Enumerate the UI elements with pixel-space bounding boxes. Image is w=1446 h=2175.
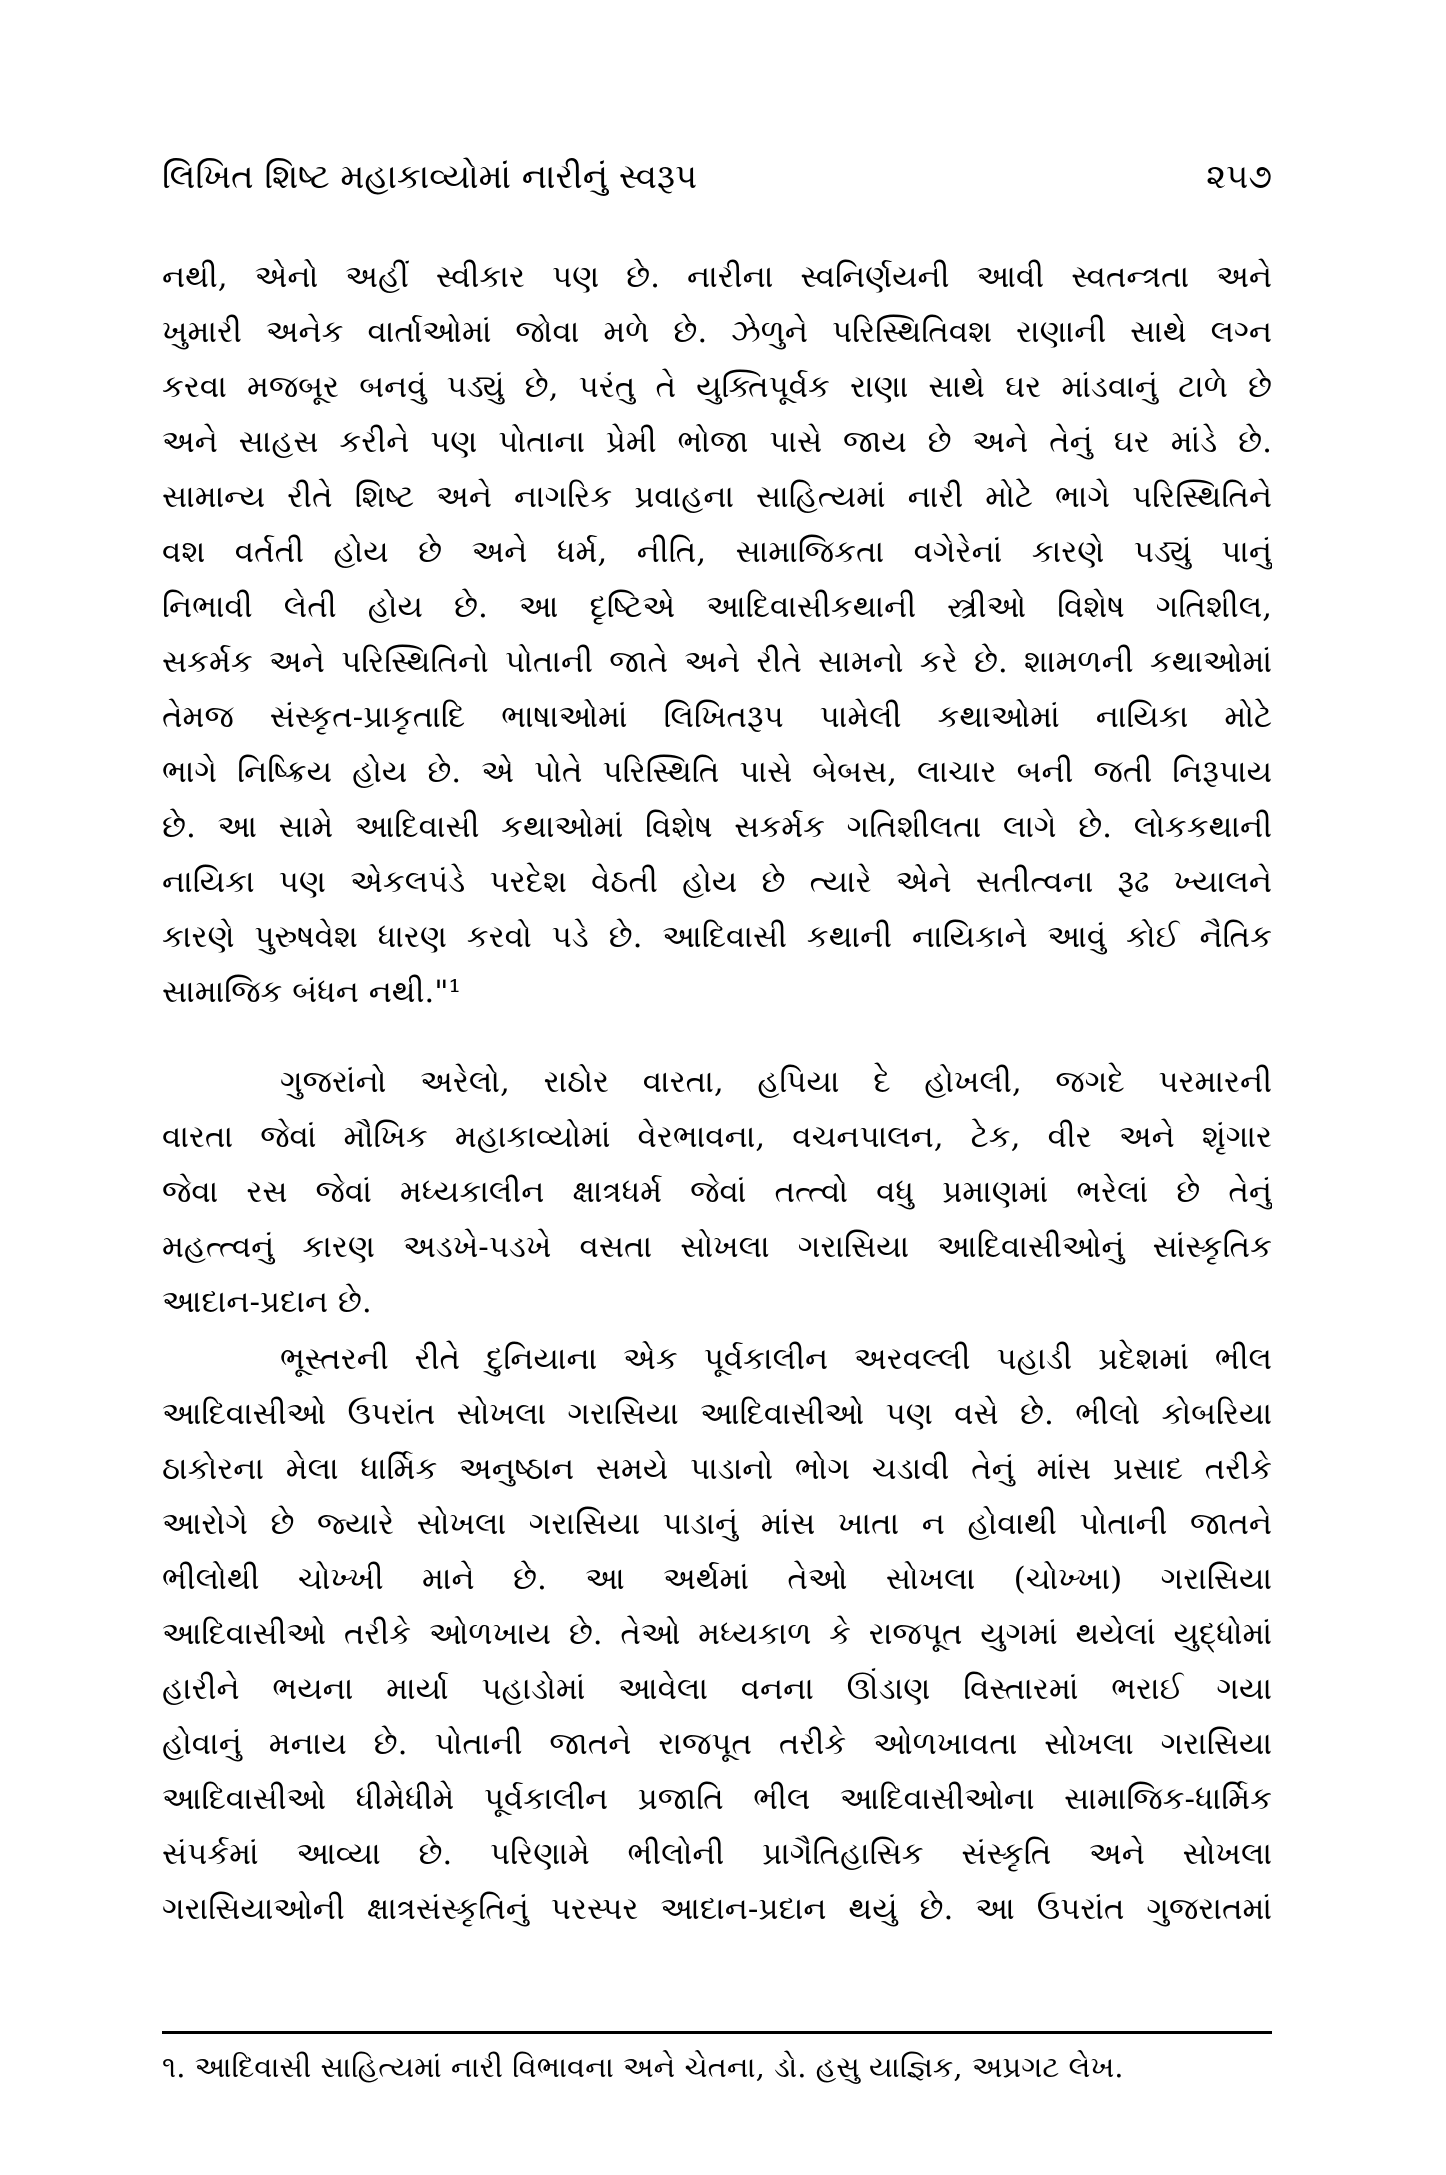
- text-line: મહત્ત્વનું કારણ અડખે-પડખે વસતા સોખલા ગરાસિયા આદિવાસીઓનું સાંસ્કૃતિક: [162, 1229, 1272, 1265]
- text-line: નાયિકા પણ એકલપંડે પરદેશ વેઠતી હોય છે ત્યારે એને સતીત્વના રૂઢ ખ્યાલને: [162, 864, 1272, 900]
- text-line: ગરાસિયાઓની ક્ષાત્રસંસ્કૃતિનું પરસ્પર આદાન-પ્રદાન થયું છે. આ ઉપરાંત ગુજરાતમાં: [162, 1891, 1272, 1927]
- text-line: આદિવાસીઓ ધીમેધીમે પૂર્વકાલીન પ્રજાતિ ભીલ આદિવાસીઓના સામાજિક-ધાર્મિક: [162, 1781, 1272, 1817]
- paragraph: [162, 250, 1272, 1020]
- text-line: તેમજ સંસ્કૃત-પ્રાકૃતાદિ ભાષાઓમાં લિખિતરૂપ પામેલી કથાઓમાં નાયિકા મોટે: [162, 699, 1272, 735]
- page-number: ૨૫૭: [1206, 157, 1272, 197]
- text-line: ભૂસ્તરની રીતે દુનિયાના એક પૂર્વકાલીન અરવલ્લી પહાડી પ્રદેશમાં ભીલ: [280, 1341, 1272, 1377]
- text-line: સામાજિક બંધન નથી."¹: [162, 974, 461, 1010]
- footnote-divider: [162, 2031, 1272, 2034]
- text-line: ખુમારી અનેક વાર્તાઓમાં જોવા મળે છે. ઝેળુને પરિસ્થિતિવશ રાણાની સાથે લગ્ન: [162, 314, 1272, 350]
- text-line: વશ વર્તતી હોય છે અને ધર્મ, નીતિ, સામાજિકતા વગેરેનાં કારણે પડ્યું પાનું: [162, 534, 1272, 570]
- text-line: ગુજરાંનો અરેલો, રાઠોર વારતા, હપિયા દે હોખલી, જગદે પરમારની: [280, 1064, 1272, 1100]
- text-line: આરોગે છે જ્યારે સોખલા ગરાસિયા પાડાનું માંસ ખાતા ન હોવાથી પોતાની જાતને: [162, 1506, 1272, 1542]
- text-line: ઠાકોરના મેલા ધાર્મિક અનુષ્ઠાન સમયે પાડાનો ભોગ ચડાવી તેનું માંસ પ્રસાદ તરીકે: [162, 1451, 1272, 1487]
- text-line: કારણે પુરુષવેશ ધારણ કરવો પડે છે. આદિવાસી કથાની નાયિકાને આવું કોઈ નૈતિક: [162, 919, 1272, 955]
- text-line: નિભાવી લેતી હોય છે. આ દૃષ્ટિએ આદિવાસીકથાની સ્ત્રીઓ વિશેષ ગતિશીલ,: [162, 589, 1272, 625]
- text-line: આદિવાસીઓ તરીકે ઓળખાય છે. તેઓ મધ્યકાળ કે રાજપૂત યુગમાં થયેલાં યુદ્ધોમાં: [162, 1616, 1272, 1652]
- text-line: કરવા મજબૂર બનવું પડ્યું છે, પરંતુ તે યુક્તિપૂર્વક રાણા સાથે ઘર માંડવાનું ટાળે છે: [162, 369, 1272, 405]
- text-line: ભાગે નિષ્ક્રિય હોય છે. એ પોતે પરિસ્થિતિ પાસે બેબસ, લાચાર બની જતી નિરૂપાય: [162, 754, 1272, 790]
- text-line: વારતા જેવાં મૌખિક મહાકાવ્યોમાં વેરભાવના, વચનપાલન, ટેક, વીર અને શૃંગાર: [162, 1119, 1272, 1155]
- paragraph: [162, 1332, 1272, 1937]
- text-line: નથી, એનો અહીં સ્વીકાર પણ છે. નારીના સ્વનિર્ણયની આવી સ્વતન્ત્રતા અને: [162, 259, 1272, 295]
- text-line: ભીલોથી ચોખ્ખી માને છે. આ અર્થમાં તેઓ સોખલા (ચોખ્ખા) ગરાસિયા: [162, 1561, 1272, 1597]
- text-line: સામાન્ય રીતે શિષ્ટ અને નાગરિક પ્રવાહના સાહિત્યમાં નારી મોટે ભાગે પરિસ્થિતિને: [162, 479, 1272, 515]
- text-line: હારીને ભયના માર્યા પહાડોમાં આવેલા વનના ઊંડાણ વિસ્તારમાં ભરાઈ ગયા: [162, 1671, 1272, 1707]
- text-line: છે. આ સામે આદિવાસી કથાઓમાં વિશેષ સકર્મક ગતિશીલતા લાગે છે. લોકકથાની: [162, 809, 1272, 845]
- text-line: આદિવાસીઓ ઉપરાંત સોખલા ગરાસિયા આદિવાસીઓ પણ વસે છે. ભીલો કોબરિયા: [162, 1396, 1272, 1432]
- running-title: લિખિત શિષ્ટ મહાકાવ્યોમાં નારીનું સ્વરૂપ: [162, 157, 698, 197]
- text-line: જેવા રસ જેવાં મધ્યકાલીન ક્ષાત્રધર્મ જેવાં તત્ત્વો વધુ પ્રમાણમાં ભરેલાં છે તેનું: [162, 1174, 1272, 1210]
- running-head: [162, 152, 1272, 202]
- text-line: આદાન-પ્રદાન છે.: [162, 1284, 372, 1320]
- text-line: હોવાનું મનાય છે. પોતાની જાતને રાજપૂત તરીકે ઓળખાવતા સોખલા ગરાસિયા: [162, 1726, 1272, 1762]
- text-line: સકર્મક અને પરિસ્થિતિનો પોતાની જાતે અને રીતે સામનો કરે છે. શામળની કથાઓમાં: [162, 644, 1272, 680]
- footnote: ૧. આદિવાસી સાહિત્યમાં નારી વિભાવના અને ચેતના, ડો. હસુ યાજ્ઞિક, અપ્રગટ લેખ.: [162, 2050, 1124, 2084]
- text-line: સંપર્કમાં આવ્યા છે. પરિણામે ભીલોની પ્રાગૈતિહાસિક સંસ્કૃતિ અને સોખલા: [162, 1836, 1272, 1872]
- text-line: અને સાહસ કરીને પણ પોતાના પ્રેમી ભોજા પાસે જાય છે અને તેનું ઘર માંડે છે.: [162, 424, 1272, 460]
- paragraph: [162, 1055, 1272, 1330]
